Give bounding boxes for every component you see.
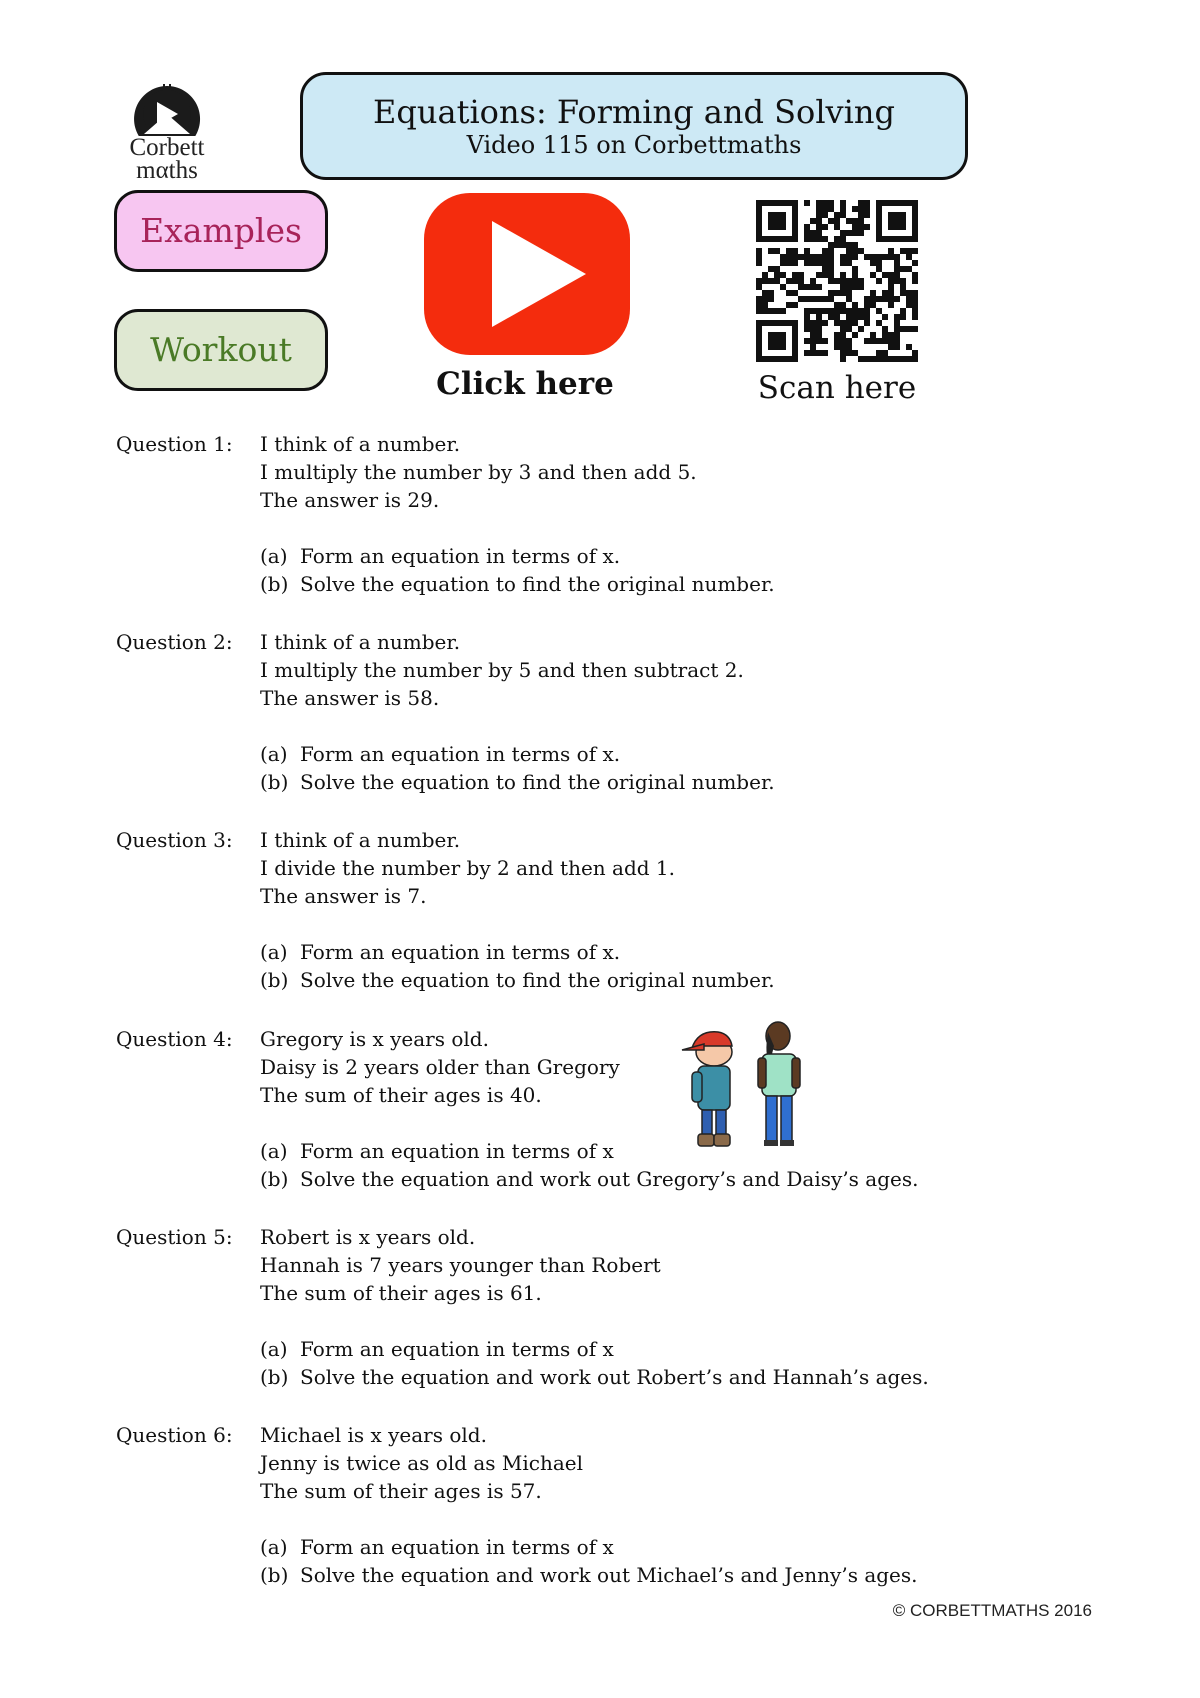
- question-text-line: The sum of their ages is 40.: [260, 1083, 542, 1107]
- question-body: [260, 628, 1060, 796]
- question-text-line: Michael is x years old.: [260, 1423, 487, 1447]
- question-text-line: The answer is 7.: [260, 884, 427, 908]
- question-part: [260, 1165, 1060, 1193]
- question-text-line: Jenny is twice as old as Michael: [260, 1451, 584, 1475]
- children-illustration: [678, 1016, 818, 1154]
- question-text-line: I think of a number.: [260, 630, 461, 654]
- question-part: [260, 938, 1060, 966]
- part-letter: (a): [260, 940, 288, 964]
- question-part: [260, 542, 1060, 570]
- question-part: [260, 966, 1060, 994]
- question-part: [260, 740, 1060, 768]
- corbettmaths-logo: [112, 84, 222, 184]
- copyright-notice: © CORBETTMATHS 2016: [892, 1601, 1092, 1620]
- part-text: Form an equation in terms of x: [300, 1535, 614, 1559]
- question-part: [260, 768, 1060, 796]
- part-text: Form an equation in terms of x: [300, 1139, 614, 1163]
- question-label: Question 1:: [116, 432, 233, 456]
- part-letter: (b): [260, 968, 289, 992]
- play-icon[interactable]: [424, 193, 630, 355]
- part-text: Solve the equation to find the original number.: [300, 770, 775, 794]
- video-play-button[interactable]: [424, 193, 630, 359]
- part-text: Form an equation in terms of x.: [300, 544, 621, 568]
- logo-text-line2: mαths: [136, 157, 198, 184]
- part-letter: (a): [260, 742, 288, 766]
- question-text-line: I multiply the number by 5 and then subtract 2.: [260, 658, 744, 682]
- part-text: Solve the equation to find the original number.: [300, 572, 775, 596]
- part-text: Solve the equation to find the original number.: [300, 968, 775, 992]
- question-label: Question 2:: [116, 630, 233, 654]
- part-letter: (b): [260, 1167, 289, 1191]
- question-part: [260, 1335, 1060, 1363]
- part-letter: (b): [260, 770, 289, 794]
- qr-code: [756, 200, 918, 366]
- question-text-line: I think of a number.: [260, 828, 461, 852]
- workout-button[interactable]: Workout: [114, 309, 328, 391]
- question-part: [260, 1137, 1060, 1165]
- question-text-line: I think of a number.: [260, 432, 461, 456]
- question-label: Question 3:: [116, 828, 233, 852]
- click-here-label[interactable]: Click here: [436, 366, 614, 402]
- part-text: Form an equation in terms of x.: [300, 742, 621, 766]
- part-letter: (b): [260, 572, 289, 596]
- part-text: Form an equation in terms of x: [300, 1337, 614, 1361]
- question-part: [260, 1363, 1060, 1391]
- question-text-line: The sum of their ages is 61.: [260, 1281, 542, 1305]
- logo-emblem-icon: [132, 84, 202, 136]
- question-body: [260, 1223, 1060, 1391]
- children-icon: [678, 1016, 818, 1150]
- question-label: Question 4:: [116, 1027, 233, 1051]
- part-text: Solve the equation and work out Gregory’s and Daisy’s ages.: [300, 1167, 919, 1191]
- title-box: [300, 72, 968, 180]
- question-body: [260, 1025, 1060, 1193]
- question-part: [260, 1533, 1060, 1561]
- question-label: Question 5:: [116, 1225, 233, 1249]
- qr-code-icon: [756, 200, 918, 362]
- question-text-line: The answer is 58.: [260, 686, 440, 710]
- part-text: Form an equation in terms of x.: [300, 940, 621, 964]
- question-text-line: The answer is 29.: [260, 488, 440, 512]
- question-text-line: Gregory is x years old.: [260, 1027, 489, 1051]
- question-text-line: I divide the number by 2 and then add 1.: [260, 856, 676, 880]
- logo-text-line1: Corbett: [129, 134, 205, 161]
- question-body: [260, 826, 1060, 994]
- part-letter: (b): [260, 1563, 289, 1587]
- part-text: Solve the equation and work out Robert’s and Hannah’s ages.: [300, 1365, 929, 1389]
- part-text: Solve the equation and work out Michael’s and Jenny’s ages.: [300, 1563, 918, 1587]
- question-text-line: Hannah is 7 years younger than Robert: [260, 1253, 661, 1277]
- scan-here-label: Scan here: [757, 370, 917, 406]
- part-letter: (a): [260, 1139, 288, 1163]
- question-part: [260, 570, 1060, 598]
- part-letter: (a): [260, 1337, 288, 1361]
- part-letter: (b): [260, 1365, 289, 1389]
- question-text-line: The sum of their ages is 57.: [260, 1479, 542, 1503]
- examples-button[interactable]: Examples: [114, 190, 328, 272]
- page-title: Equations: Forming and Solving: [373, 93, 895, 131]
- question-text-line: Robert is x years old.: [260, 1225, 476, 1249]
- part-letter: (a): [260, 1535, 288, 1559]
- question-text-line: Daisy is 2 years older than Gregory: [260, 1055, 620, 1079]
- page-subtitle: Video 115 on Corbettmaths: [466, 131, 802, 159]
- question-text-line: I multiply the number by 3 and then add 5.: [260, 460, 697, 484]
- question-label: Question 6:: [116, 1423, 233, 1447]
- question-body: [260, 430, 1060, 598]
- part-letter: (a): [260, 544, 288, 568]
- question-part: [260, 1561, 1060, 1589]
- question-body: [260, 1421, 1060, 1589]
